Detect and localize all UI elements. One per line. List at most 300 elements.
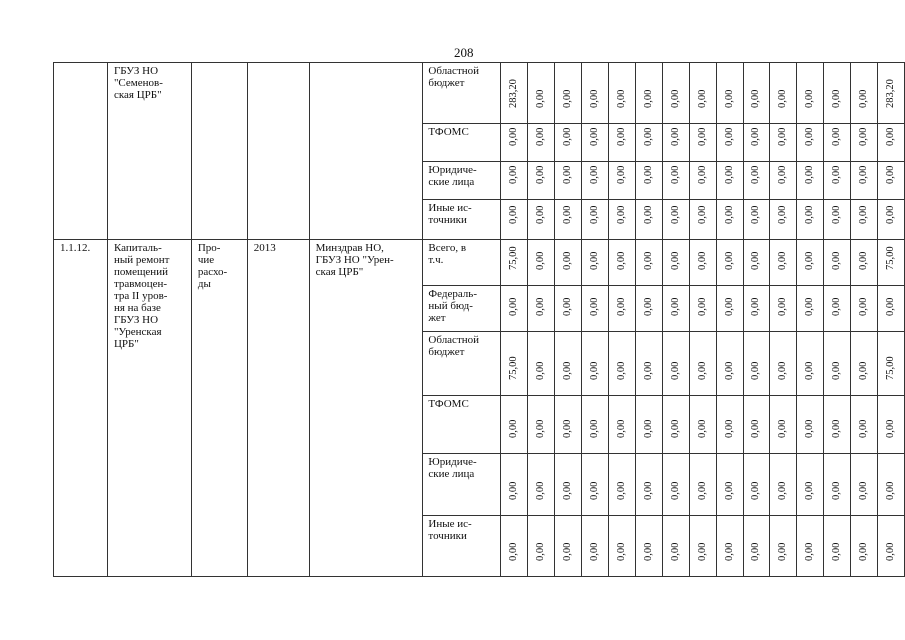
amount-cell xyxy=(689,516,716,577)
amount-cell xyxy=(582,162,609,200)
amount-cell xyxy=(824,454,851,516)
amount-value: 0,00 xyxy=(642,481,654,500)
amount-cell xyxy=(501,516,528,577)
amount-cell xyxy=(716,286,743,332)
amount-value: 0,00 xyxy=(831,361,843,380)
amount-cell xyxy=(555,63,582,124)
amount-cell xyxy=(851,286,878,332)
funding-source-cell xyxy=(423,124,501,162)
amount-value: 0,00 xyxy=(804,89,816,108)
amount-value: 0,00 xyxy=(669,481,681,500)
funding-source-cell xyxy=(423,516,501,577)
amount-cell xyxy=(689,240,716,286)
amount-cell xyxy=(555,162,582,200)
amount-value: 0,00 xyxy=(615,165,627,184)
amount-cell xyxy=(662,162,689,200)
amount-value: 0,00 xyxy=(669,251,681,270)
amount-value: 0,00 xyxy=(777,542,789,561)
amount-cell xyxy=(743,200,770,240)
amount-value: 0,00 xyxy=(831,481,843,500)
amount-value: 0,00 xyxy=(615,89,627,108)
amount-cell xyxy=(635,454,662,516)
amount-value: 0,00 xyxy=(885,165,897,184)
amount-cell xyxy=(635,200,662,240)
amount-cell xyxy=(608,516,635,577)
amount-value: 0,00 xyxy=(589,481,601,500)
funding-source-cell xyxy=(423,63,501,124)
amount-value: 0,00 xyxy=(885,297,897,316)
amount-value: 0,00 xyxy=(804,481,816,500)
amount-cell xyxy=(797,124,824,162)
amount-value: 0,00 xyxy=(535,542,547,561)
amount-value: 0,00 xyxy=(589,89,601,108)
year-cell xyxy=(247,63,309,240)
expense-type-cell xyxy=(191,240,247,577)
amount-cell xyxy=(770,332,797,396)
amount-cell xyxy=(770,162,797,200)
amount-cell xyxy=(582,332,609,396)
item-name-cell xyxy=(107,63,191,240)
amount-value: 0,00 xyxy=(885,127,897,146)
amount-value: 0,00 xyxy=(777,251,789,270)
funding-source-label: Иные ис- точники xyxy=(428,518,472,542)
amount-value: 0,00 xyxy=(562,251,574,270)
amount-cell xyxy=(770,124,797,162)
amount-cell xyxy=(689,124,716,162)
amount-cell xyxy=(824,286,851,332)
item-code-cell-text xyxy=(54,63,107,65)
amount-value: 0,00 xyxy=(535,361,547,380)
amount-cell xyxy=(878,200,905,240)
funding-source-label: Федераль- ный бюд- жет xyxy=(428,288,477,324)
amount-cell xyxy=(582,63,609,124)
amount-cell xyxy=(635,396,662,454)
amount-cell xyxy=(608,240,635,286)
item-code-cell xyxy=(54,240,108,577)
amount-cell xyxy=(851,200,878,240)
amount-cell xyxy=(582,454,609,516)
amount-value: 0,00 xyxy=(804,127,816,146)
executor-cell xyxy=(309,240,423,577)
item-code-cell-text: 1.1.12. xyxy=(60,242,91,254)
amount-cell xyxy=(501,240,528,286)
amount-cell xyxy=(797,516,824,577)
amount-cell xyxy=(608,162,635,200)
amount-cell xyxy=(555,286,582,332)
amount-value: 0,00 xyxy=(750,419,762,438)
amount-cell xyxy=(770,286,797,332)
amount-cell xyxy=(528,63,555,124)
amount-cell xyxy=(689,200,716,240)
amount-cell xyxy=(608,124,635,162)
amount-value: 0,00 xyxy=(858,89,870,108)
amount-value: 0,00 xyxy=(723,127,735,146)
amount-value: 0,00 xyxy=(777,165,789,184)
amount-cell xyxy=(851,63,878,124)
amount-cell xyxy=(770,200,797,240)
amount-value: 0,00 xyxy=(723,419,735,438)
amount-cell xyxy=(608,63,635,124)
amount-value: 0,00 xyxy=(777,205,789,224)
table-body xyxy=(54,63,905,577)
amount-cell xyxy=(635,286,662,332)
amount-cell xyxy=(582,286,609,332)
amount-value: 0,00 xyxy=(642,127,654,146)
amount-value: 0,00 xyxy=(831,165,843,184)
amount-cell xyxy=(716,124,743,162)
amount-value: 0,00 xyxy=(615,297,627,316)
amount-value: 0,00 xyxy=(696,89,708,108)
amount-value: 0,00 xyxy=(535,481,547,500)
amount-cell xyxy=(878,516,905,577)
amount-cell xyxy=(716,63,743,124)
amount-cell xyxy=(501,162,528,200)
amount-value: 0,00 xyxy=(858,251,870,270)
amount-cell xyxy=(528,286,555,332)
amount-cell xyxy=(878,454,905,516)
amount-cell xyxy=(743,454,770,516)
amount-value: 0,00 xyxy=(831,205,843,224)
amount-cell xyxy=(528,454,555,516)
expense-type-cell xyxy=(191,63,247,240)
amount-cell xyxy=(689,396,716,454)
funding-source-cell xyxy=(423,286,501,332)
amount-value: 0,00 xyxy=(831,419,843,438)
amount-cell xyxy=(716,200,743,240)
budget-table xyxy=(53,62,905,577)
amount-value: 0,00 xyxy=(804,419,816,438)
amount-value: 0,00 xyxy=(723,481,735,500)
amount-value: 0,00 xyxy=(750,251,762,270)
amount-value: 0,00 xyxy=(777,481,789,500)
amount-value: 0,00 xyxy=(562,89,574,108)
amount-cell xyxy=(878,286,905,332)
amount-value: 0,00 xyxy=(804,251,816,270)
amount-value: 0,00 xyxy=(508,419,520,438)
amount-cell xyxy=(582,200,609,240)
amount-value: 0,00 xyxy=(615,127,627,146)
item-name-cell-text: Капиталь- ный ремонт помещений травмоцен- тра II уров- ня на базе ГБУЗ НО "Уренская ЦРБ" xyxy=(113,242,170,350)
executor-cell-text xyxy=(310,63,423,65)
amount-value: 0,00 xyxy=(535,127,547,146)
amount-value: 0,00 xyxy=(615,542,627,561)
amount-value: 0,00 xyxy=(615,481,627,500)
amount-value: 0,00 xyxy=(831,251,843,270)
funding-source-cell xyxy=(423,162,501,200)
amount-value: 0,00 xyxy=(804,205,816,224)
amount-cell xyxy=(501,454,528,516)
amount-value: 0,00 xyxy=(589,251,601,270)
amount-cell xyxy=(797,200,824,240)
amount-cell xyxy=(662,286,689,332)
amount-value: 0,00 xyxy=(589,361,601,380)
amount-value: 75,00 xyxy=(885,246,897,270)
amount-cell xyxy=(528,124,555,162)
amount-cell xyxy=(851,396,878,454)
amount-cell xyxy=(555,124,582,162)
amount-cell xyxy=(635,63,662,124)
amount-cell xyxy=(528,240,555,286)
amount-value: 0,00 xyxy=(696,127,708,146)
amount-cell xyxy=(528,516,555,577)
funding-source-label: ТФОМС xyxy=(428,398,469,410)
funding-source-cell xyxy=(423,200,501,240)
amount-value: 0,00 xyxy=(615,251,627,270)
amount-cell xyxy=(662,200,689,240)
amount-value: 0,00 xyxy=(804,542,816,561)
amount-cell xyxy=(716,332,743,396)
amount-value: 0,00 xyxy=(885,205,897,224)
amount-cell xyxy=(528,396,555,454)
amount-cell xyxy=(662,396,689,454)
amount-cell xyxy=(528,162,555,200)
amount-value: 0,00 xyxy=(562,165,574,184)
amount-cell xyxy=(635,332,662,396)
amount-value: 0,00 xyxy=(615,205,627,224)
amount-value: 0,00 xyxy=(777,127,789,146)
amount-cell xyxy=(635,516,662,577)
amount-value: 0,00 xyxy=(858,127,870,146)
amount-cell xyxy=(501,200,528,240)
amount-value: 0,00 xyxy=(804,361,816,380)
amount-value: 0,00 xyxy=(642,251,654,270)
amount-value: 0,00 xyxy=(777,361,789,380)
amount-value: 0,00 xyxy=(535,205,547,224)
amount-cell xyxy=(824,240,851,286)
amount-value: 0,00 xyxy=(723,205,735,224)
amount-value: 0,00 xyxy=(858,481,870,500)
executor-cell xyxy=(309,63,423,240)
amount-cell xyxy=(770,63,797,124)
amount-cell xyxy=(501,124,528,162)
amount-cell xyxy=(608,454,635,516)
page-number: 208 xyxy=(454,45,474,60)
amount-cell xyxy=(878,162,905,200)
amount-value: 0,00 xyxy=(508,205,520,224)
amount-cell xyxy=(528,332,555,396)
amount-cell xyxy=(824,124,851,162)
amount-cell xyxy=(528,200,555,240)
amount-cell xyxy=(608,286,635,332)
amount-value: 0,00 xyxy=(562,205,574,224)
amount-cell xyxy=(743,396,770,454)
amount-cell xyxy=(797,454,824,516)
amount-value: 0,00 xyxy=(589,165,601,184)
amount-value: 0,00 xyxy=(642,165,654,184)
amount-value: 0,00 xyxy=(669,89,681,108)
amount-value: 75,00 xyxy=(508,356,520,380)
amount-cell xyxy=(608,396,635,454)
amount-value: 0,00 xyxy=(696,205,708,224)
amount-cell xyxy=(608,200,635,240)
amount-cell xyxy=(878,332,905,396)
amount-value: 0,00 xyxy=(642,297,654,316)
amount-value: 0,00 xyxy=(589,127,601,146)
amount-value: 0,00 xyxy=(885,542,897,561)
amount-cell xyxy=(635,162,662,200)
amount-cell xyxy=(689,286,716,332)
amount-cell xyxy=(743,286,770,332)
amount-value: 0,00 xyxy=(696,419,708,438)
amount-cell xyxy=(851,332,878,396)
amount-value: 0,00 xyxy=(858,419,870,438)
amount-cell xyxy=(743,332,770,396)
amount-cell xyxy=(501,332,528,396)
amount-cell xyxy=(635,240,662,286)
amount-value: 0,00 xyxy=(885,419,897,438)
funding-source-cell xyxy=(423,454,501,516)
amount-cell xyxy=(770,516,797,577)
table-row xyxy=(54,63,905,124)
amount-value: 0,00 xyxy=(885,481,897,500)
amount-value: 0,00 xyxy=(750,297,762,316)
funding-source-cell xyxy=(423,332,501,396)
amount-value: 0,00 xyxy=(669,205,681,224)
amount-value: 0,00 xyxy=(777,297,789,316)
amount-value: 0,00 xyxy=(642,205,654,224)
amount-value: 0,00 xyxy=(508,165,520,184)
amount-value: 283,20 xyxy=(508,79,520,108)
amount-value: 0,00 xyxy=(750,542,762,561)
funding-source-label: Иные ис- точники xyxy=(428,202,472,226)
funding-source-label: Областной бюджет xyxy=(428,65,480,89)
amount-cell xyxy=(824,63,851,124)
amount-cell xyxy=(662,516,689,577)
amount-value: 0,00 xyxy=(589,542,601,561)
funding-source-label: Всего, в т.ч. xyxy=(428,242,467,266)
amount-value: 0,00 xyxy=(589,205,601,224)
amount-value: 0,00 xyxy=(696,361,708,380)
amount-value: 0,00 xyxy=(831,89,843,108)
amount-value: 0,00 xyxy=(723,165,735,184)
amount-cell xyxy=(851,240,878,286)
table-row xyxy=(54,240,905,286)
executor-cell-text: Минздрав НО, ГБУЗ НО "Урен- ская ЦРБ" xyxy=(315,242,394,278)
amount-value: 0,00 xyxy=(750,205,762,224)
amount-value: 0,00 xyxy=(562,481,574,500)
amount-cell xyxy=(824,516,851,577)
amount-value: 0,00 xyxy=(831,542,843,561)
amount-cell xyxy=(689,63,716,124)
amount-cell xyxy=(689,332,716,396)
amount-value: 0,00 xyxy=(615,361,627,380)
item-name-cell xyxy=(107,240,191,577)
amount-value: 0,00 xyxy=(589,297,601,316)
amount-value: 0,00 xyxy=(696,297,708,316)
amount-value: 0,00 xyxy=(535,165,547,184)
amount-cell xyxy=(716,240,743,286)
amount-value: 75,00 xyxy=(885,356,897,380)
amount-value: 0,00 xyxy=(669,542,681,561)
amount-cell xyxy=(555,396,582,454)
year-cell-text: 2013 xyxy=(253,242,276,254)
amount-cell xyxy=(555,332,582,396)
amount-value: 0,00 xyxy=(723,89,735,108)
amount-value: 0,00 xyxy=(562,361,574,380)
year-cell-text xyxy=(248,63,309,65)
amount-value: 0,00 xyxy=(696,165,708,184)
amount-cell xyxy=(555,240,582,286)
funding-source-label: Областной бюджет xyxy=(428,334,480,358)
amount-value: 0,00 xyxy=(642,419,654,438)
amount-cell xyxy=(797,396,824,454)
amount-cell xyxy=(662,124,689,162)
amount-cell xyxy=(743,240,770,286)
amount-cell xyxy=(851,162,878,200)
amount-value: 0,00 xyxy=(642,542,654,561)
amount-cell xyxy=(582,240,609,286)
amount-value: 0,00 xyxy=(750,481,762,500)
amount-cell xyxy=(824,396,851,454)
amount-cell xyxy=(716,516,743,577)
amount-value: 0,00 xyxy=(562,297,574,316)
amount-value: 0,00 xyxy=(750,165,762,184)
amount-cell xyxy=(851,454,878,516)
amount-cell xyxy=(501,286,528,332)
amount-cell xyxy=(797,286,824,332)
amount-value: 0,00 xyxy=(696,251,708,270)
amount-value: 0,00 xyxy=(750,127,762,146)
amount-cell xyxy=(770,396,797,454)
amount-cell xyxy=(716,396,743,454)
amount-value: 0,00 xyxy=(535,89,547,108)
amount-value: 0,00 xyxy=(858,205,870,224)
amount-cell xyxy=(770,454,797,516)
amount-cell xyxy=(824,200,851,240)
amount-cell xyxy=(797,240,824,286)
amount-cell xyxy=(582,396,609,454)
amount-value: 0,00 xyxy=(777,419,789,438)
funding-source-label: ТФОМС xyxy=(428,126,469,138)
amount-value: 0,00 xyxy=(642,361,654,380)
amount-value: 0,00 xyxy=(723,361,735,380)
amount-value: 0,00 xyxy=(804,165,816,184)
amount-value: 0,00 xyxy=(615,419,627,438)
amount-cell xyxy=(770,240,797,286)
amount-value: 0,00 xyxy=(696,542,708,561)
funding-source-cell xyxy=(423,396,501,454)
funding-source-cell xyxy=(423,240,501,286)
amount-value: 0,00 xyxy=(669,127,681,146)
amount-value: 0,00 xyxy=(535,297,547,316)
amount-cell xyxy=(608,332,635,396)
funding-source-label: Юридиче- ские лица xyxy=(428,164,477,188)
amount-value: 0,00 xyxy=(589,419,601,438)
amount-value: 0,00 xyxy=(804,297,816,316)
amount-cell xyxy=(689,162,716,200)
amount-value: 0,00 xyxy=(508,127,520,146)
amount-value: 0,00 xyxy=(831,297,843,316)
amount-cell xyxy=(797,63,824,124)
amount-cell xyxy=(851,124,878,162)
amount-cell xyxy=(743,162,770,200)
amount-value: 0,00 xyxy=(508,297,520,316)
amount-cell xyxy=(501,63,528,124)
amount-cell xyxy=(662,332,689,396)
amount-value: 0,00 xyxy=(562,127,574,146)
amount-cell xyxy=(851,516,878,577)
amount-cell xyxy=(797,332,824,396)
amount-value: 0,00 xyxy=(858,361,870,380)
amount-value: 283,20 xyxy=(885,79,897,108)
amount-value: 0,00 xyxy=(535,251,547,270)
amount-cell xyxy=(716,454,743,516)
amount-value: 0,00 xyxy=(508,542,520,561)
amount-value: 0,00 xyxy=(723,542,735,561)
amount-cell xyxy=(878,124,905,162)
amount-value: 0,00 xyxy=(562,542,574,561)
amount-cell xyxy=(824,332,851,396)
